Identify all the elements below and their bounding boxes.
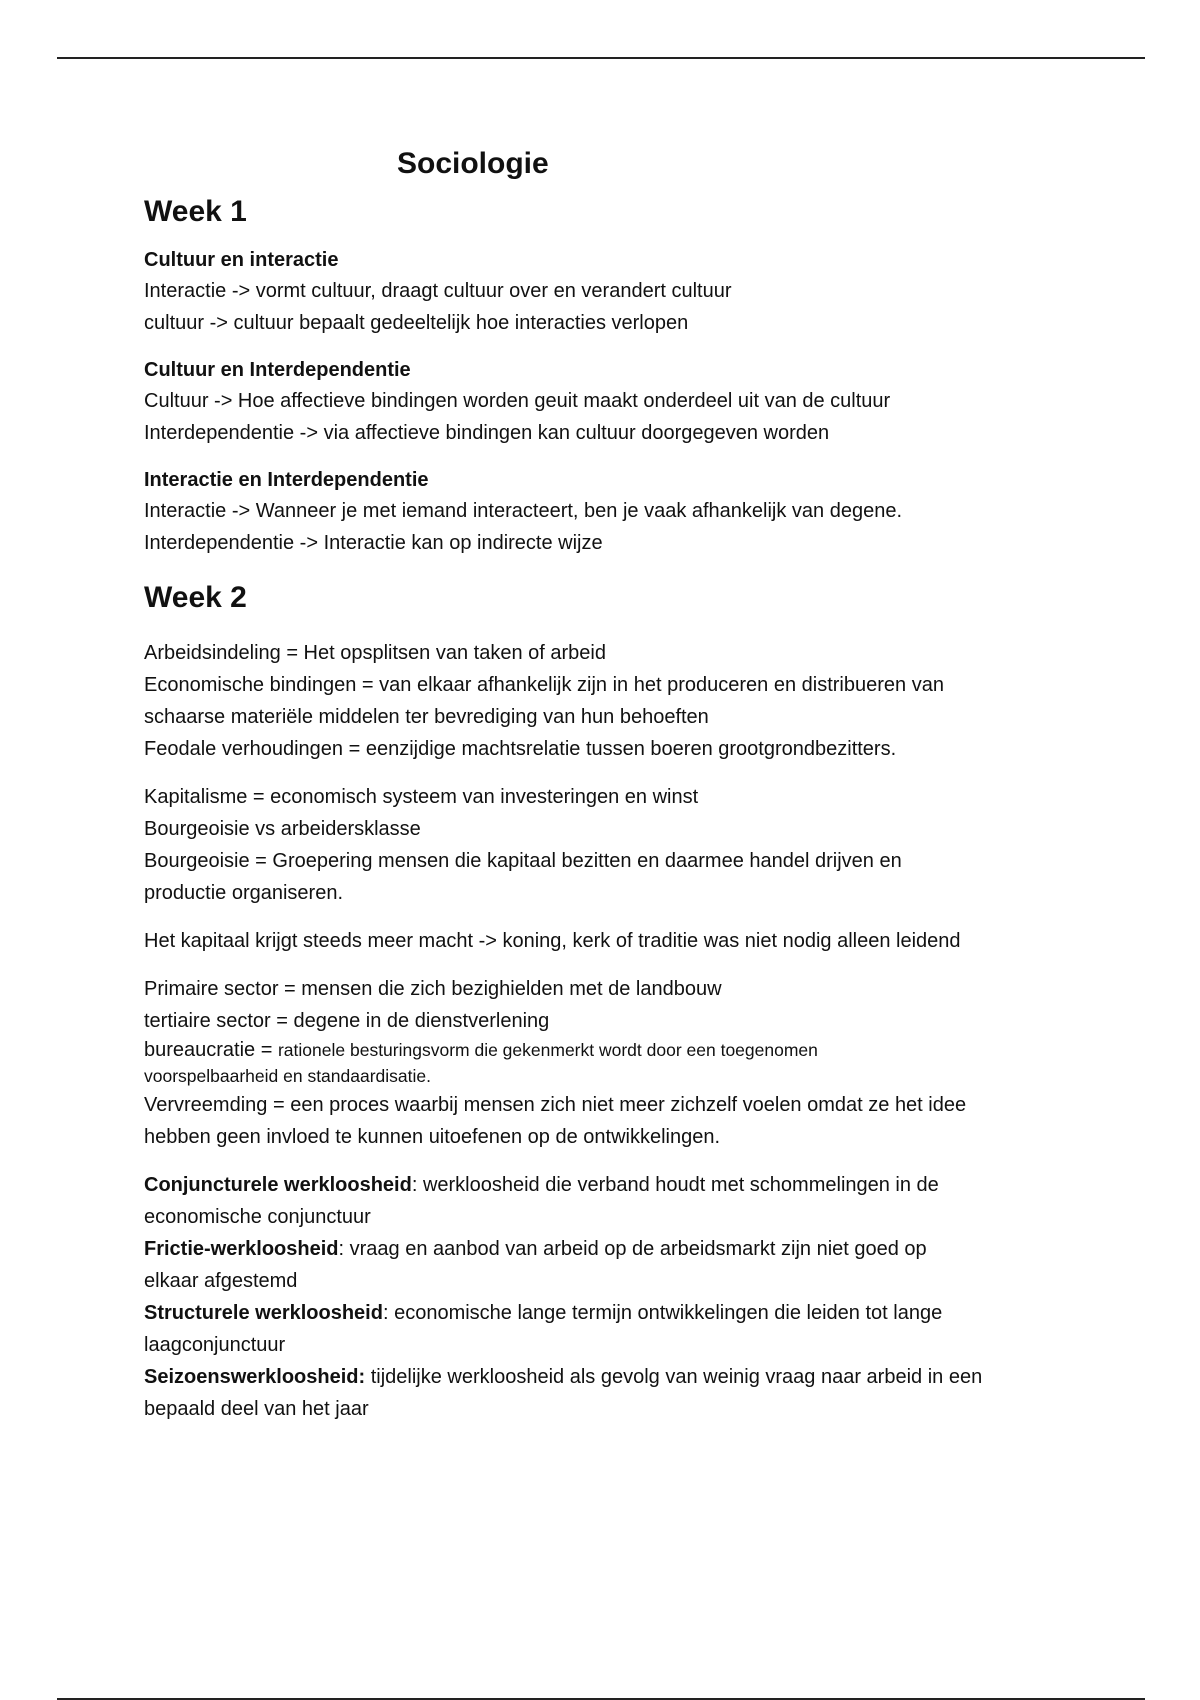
- text-line: Bourgeoisie = Groepering mensen die kapitaal bezitten en daarmee handel drijven en: [144, 850, 902, 872]
- definition-term: Conjuncturele werkloosheid: [144, 1174, 412, 1196]
- text-line: Interactie -> vormt cultuur, draagt cultuur over en verandert cultuur: [144, 280, 732, 302]
- paragraph-kapitalisme: [144, 781, 1084, 909]
- section-heading: Cultuur en Interdependentie: [144, 359, 411, 381]
- text-line: Interdependentie -> Interactie kan op indirecte wijze: [144, 532, 603, 554]
- definition-term: Seizoenswerkloosheid:: [144, 1366, 366, 1388]
- definition-term: Frictie-werkloosheid: [144, 1238, 339, 1260]
- document-title: Sociologie: [397, 147, 549, 180]
- text-line: productie organiseren.: [144, 882, 344, 904]
- definition-term: Structurele werkloosheid: [144, 1302, 383, 1324]
- section-cultuur-interdependentie: [144, 355, 1084, 449]
- paragraph-kapitaal: [144, 925, 1084, 957]
- section-heading: Cultuur en interactie: [144, 249, 339, 271]
- text-line: Feodale verhoudingen = eenzijdige machtsrelatie tussen boeren grootgrondbezitters.: [144, 738, 897, 760]
- text-line: [144, 1297, 1084, 1329]
- document-body: [144, 193, 1084, 1441]
- text-line: Interactie -> Wanneer je met iemand interacteert, ben je vaak afhankelijk van degene.: [144, 500, 903, 522]
- definition-text: : vraag en aanbod van arbeid op de arbeidsmarkt zijn niet goed op: [338, 1238, 927, 1260]
- section-cultuur-interactie: [144, 245, 1084, 339]
- section-interactie-interdependentie: [144, 465, 1084, 559]
- text-line: Primaire sector = mensen die zich bezighielden met de landbouw: [144, 978, 722, 1000]
- week2-heading: Week 2: [144, 581, 247, 614]
- text-line: [144, 1233, 1084, 1265]
- text-line: tertiaire sector = degene in de dienstverlening: [144, 1010, 550, 1032]
- text-line: bepaald deel van het jaar: [144, 1398, 369, 1420]
- top-rule: [57, 57, 1145, 59]
- text-line: Kapitalisme = economisch systeem van investeringen en winst: [144, 786, 699, 808]
- text-line: cultuur -> cultuur bepaalt gedeeltelijk hoe interacties verlopen: [144, 312, 689, 334]
- definition-text: : werkloosheid die verband houdt met schommelingen in de: [411, 1174, 939, 1196]
- text-line: [144, 1361, 1084, 1393]
- text-line: Het kapitaal krijgt steeds meer macht -> koning, kerk of traditie was niet nodig alleen leidend: [144, 930, 961, 952]
- text-line: Vervreemding = een proces waarbij mensen zich niet meer zichzelf voelen omdat ze het idee: [144, 1094, 967, 1116]
- paragraph-sectoren: [144, 973, 1084, 1153]
- text-line: Arbeidsindeling = Het opsplitsen van taken of arbeid: [144, 642, 606, 664]
- paragraph-arbeidsindeling: [144, 637, 1084, 765]
- section-heading: Interactie en Interdependentie: [144, 469, 429, 491]
- text-line: elkaar afgestemd: [144, 1270, 298, 1292]
- text-line: schaarse materiële middelen ter bevrediging van hun behoeften: [144, 706, 709, 728]
- text-line: Bourgeoisie vs arbeidersklasse: [144, 818, 421, 840]
- text-line: [144, 1169, 1084, 1201]
- text-line: Economische bindingen = van elkaar afhankelijk zijn in het produceren en distribueren van: [144, 674, 944, 696]
- text-line: hebben geen invloed te kunnen uitoefenen op de ontwikkelingen.: [144, 1126, 721, 1148]
- definition-text: : economische lange termijn ontwikkelingen die leiden tot lange: [382, 1302, 943, 1324]
- week1-heading: Week 1: [144, 195, 247, 228]
- bureaucratie-term: bureaucratie =: [144, 1039, 278, 1061]
- text-line: laagconjunctuur: [144, 1334, 286, 1356]
- text-line: Cultuur -> Hoe affectieve bindingen worden geuit maakt onderdeel uit van de cultuur: [144, 390, 891, 412]
- text-line: voorspelbaarheid en standaardisatie.: [144, 1066, 431, 1086]
- text-line: [144, 1037, 1084, 1063]
- text-line: Interdependentie -> via affectieve bindingen kan cultuur doorgegeven worden: [144, 422, 830, 444]
- bureaucratie-definition: rationele besturingsvorm die gekenmerkt wordt door een toegenomen: [277, 1040, 818, 1060]
- paragraph-werkloosheid: [144, 1169, 1084, 1425]
- definition-text: tijdelijke werkloosheid als gevolg van weinig vraag naar arbeid in een: [365, 1366, 983, 1388]
- text-line: economische conjunctuur: [144, 1206, 371, 1228]
